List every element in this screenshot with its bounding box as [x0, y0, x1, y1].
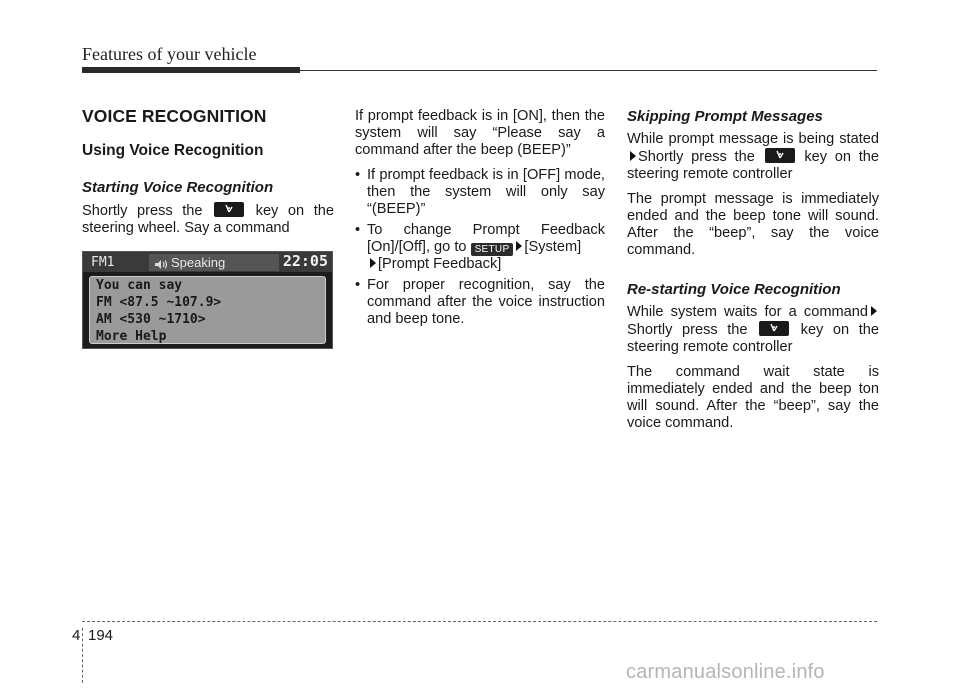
subsection-heading: Using Voice Recognition [82, 142, 264, 159]
screen-status-label: Speaking [171, 255, 226, 270]
topic-title-restarting: Re-starting Voice Recognition [627, 281, 841, 298]
screen-panel [89, 276, 326, 344]
triangle-right-icon [871, 306, 877, 316]
text-span: key on the steering remote controller [627, 322, 879, 355]
text-span: key on the steering wheel. Say a command [82, 203, 334, 236]
bullet-item: • If prompt feedback is in [OFF] mode, then the system will only say “(BEEP)” [355, 167, 605, 218]
text-span: [Prompt Feedback] [378, 256, 502, 272]
footer-divider [82, 628, 83, 683]
bullet-item: • For proper recognition, say the command after the voice instruction and beep tone. [355, 277, 605, 328]
page-number: 194 [88, 627, 114, 644]
text-span: Shortly press the [627, 322, 748, 338]
watermark: carmanualsonline.info [626, 661, 825, 683]
topic-title-starting: Starting Voice Recognition [82, 179, 274, 196]
text-span: key on the steering remote controller [627, 149, 879, 182]
section-heading: VOICE RECOGNITION [82, 106, 267, 126]
screen-line: You can say [96, 278, 183, 293]
text-span: [System] [524, 239, 582, 255]
voice-talk-icon [765, 148, 795, 163]
screen-line: FM <87.5 ~107.9> [96, 295, 222, 310]
header-rule [300, 70, 877, 71]
page-header-title: Features of your vehicle [82, 44, 257, 64]
restarting-result-paragraph: The command wait state is immediately ended and the beep ton will sound. After the “beep”, say the voice command. [627, 364, 879, 431]
voice-talk-icon [214, 202, 244, 217]
prompt-feedback-paragraph: If prompt feedback is in [ON], then the system will say “Please say a command after the beep (BEEP)” [355, 108, 605, 158]
triangle-right-icon [370, 258, 376, 268]
topic-title-skipping: Skipping Prompt Messages [627, 108, 823, 125]
skipping-paragraph [627, 131, 879, 183]
voice-talk-icon [759, 321, 789, 336]
triangle-right-icon [516, 241, 522, 251]
screen-line: AM <530 ~1710> [96, 312, 206, 327]
text-span: While system waits for a command [627, 304, 868, 320]
footer-rule [82, 621, 877, 622]
text-span: To change Prompt Feedback [On]/[Off], go to [367, 222, 605, 255]
screen-band: FM1 [91, 255, 115, 270]
text-span: While prompt message is being stated [627, 131, 879, 147]
text-span: Shortly press the [638, 149, 755, 165]
screen-status [149, 254, 279, 271]
speaker-icon [154, 257, 168, 274]
screen-line: More Help [96, 329, 167, 344]
voice-screen-image [82, 251, 333, 349]
chapter-number: 4 [72, 627, 81, 644]
text-span: Shortly press the [82, 203, 203, 219]
setup-key-icon: SETUP [471, 243, 514, 256]
column-3 [627, 108, 879, 440]
column-1 [82, 108, 334, 349]
header-bar [82, 67, 300, 73]
restarting-paragraph [627, 304, 879, 356]
starting-paragraph [82, 202, 334, 237]
skipping-result-paragraph: The prompt message is immediately ended and the beep tone will sound. After the “beep”, say the voice command. [627, 191, 879, 258]
column-2 [355, 108, 605, 332]
screen-time: 22:05 [282, 252, 328, 270]
bullet-item [355, 222, 605, 273]
triangle-right-icon [630, 151, 636, 161]
